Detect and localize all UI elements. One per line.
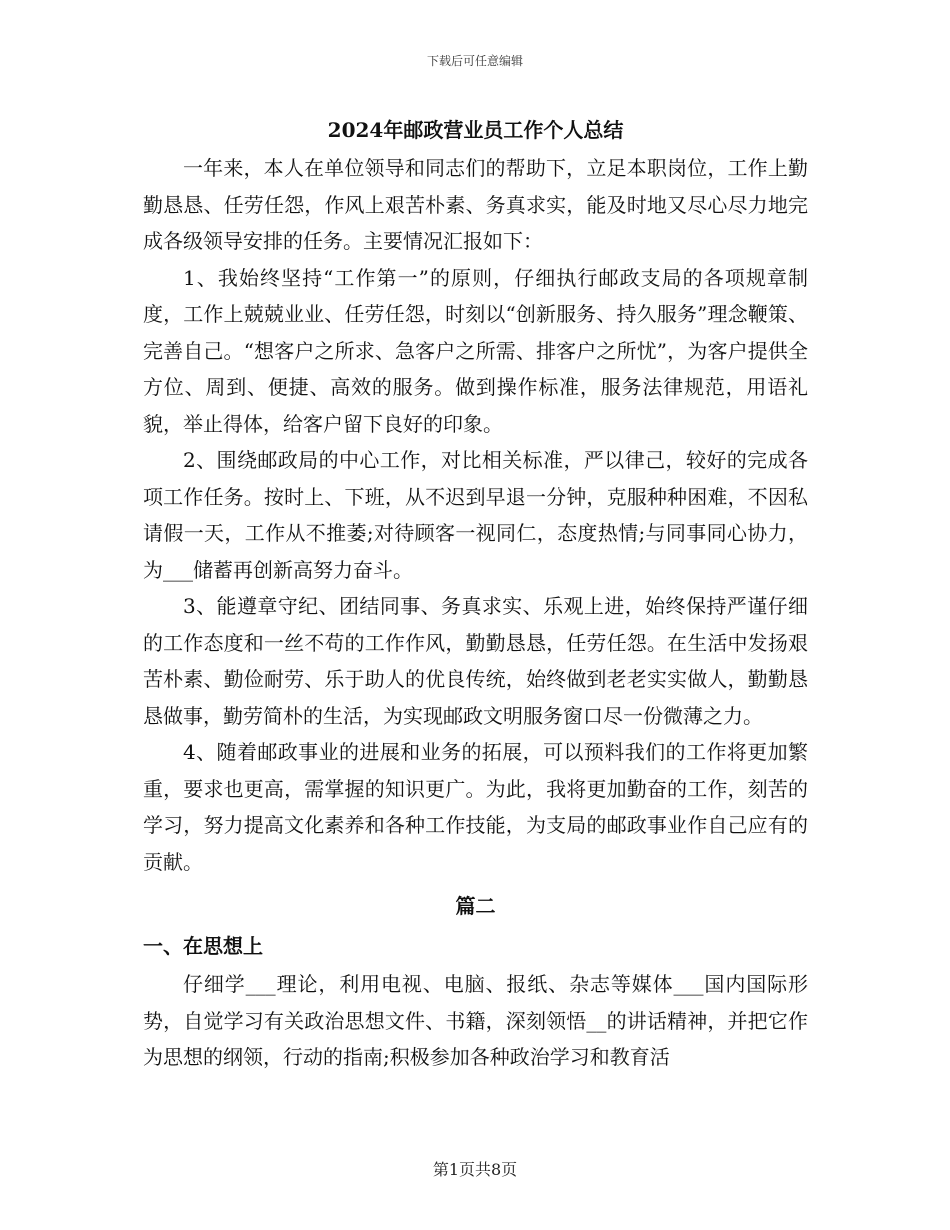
page-footer: 第1页共8页	[432, 1160, 518, 1179]
section-two-heading: 篇二	[455, 894, 496, 918]
paragraph-item-2: 2、围绕邮政局的中心工作，对比相关标准，严以律己，较好的完成各项工作任务。按时上、下班，从不迟到早退一分钟，克服种种困难，不因私请假一天，工作从不推萎;对待顾客一视同仁，态度热情;与同事同心协力，为___储蓄再创新高努力奋斗。	[143, 448, 808, 582]
document-body	[143, 110, 808, 1076]
section-two-paragraph: 仔细学___理论，利用电视、电脑、报纸、杂志等媒体___国内国际形势，自觉学习有关政治思想文件、书籍，深刻领悟__的讲话精神，并把它作为思想的纲领，行动的指南;积极参加各种政治学习和教育活	[143, 972, 808, 1069]
paragraph-item-1: 1、我始终坚持“工作第一”的原则，仔细执行邮政支局的各项规章制度，工作上兢兢业业、任劳任怨，时刻以“创新服务、持久服务”理念鞭策、完善自己。“想客户之所求、急客户之所需、排客户之所忧”，为客户提供全方位、周到、便捷、高效的服务。做到操作标准，服务法律规范，用语礼貌，举止得体，给客户留下良好的印象。	[143, 265, 808, 436]
paragraph-intro: 一年来，本人在单位领导和同志们的帮助下，立足本职岗位，工作上勤勤恳恳、任劳任怨，作风上艰苦朴素、务真求实，能及时地又尽心尽力地完成各级领导安排的任务。主要情况汇报如下：	[143, 156, 808, 253]
document-title: 2024年邮政营业员工作个人总结	[327, 118, 624, 142]
header-note: 下载后可任意编辑	[426, 54, 523, 68]
paragraph-item-3: 3、能遵章守纪、团结同事、务真求实、乐观上进，始终保持严谨仔细的工作态度和一丝不苟的工作作风，勤勤恳恳，任劳任怨。在生活中发扬艰苦朴素、勤俭耐劳、乐于助人的优良传统，始终做到老老实实做人，勤勤恳恳做事，勤劳简朴的生活，为实现邮政文明服务窗口尽一份微薄之力。	[143, 594, 808, 728]
paragraph-item-4: 4、随着邮政事业的进展和业务的拓展，可以预料我们的工作将更加繁重，要求也更高，需掌握的知识更广。为此，我将更加勤奋的工作，刻苦的学习，努力提高文化素养和各种工作技能，为支局的邮政事业作自己应有的贡献。	[143, 740, 808, 874]
section-two-subheading: 一、在思想上	[143, 934, 263, 958]
